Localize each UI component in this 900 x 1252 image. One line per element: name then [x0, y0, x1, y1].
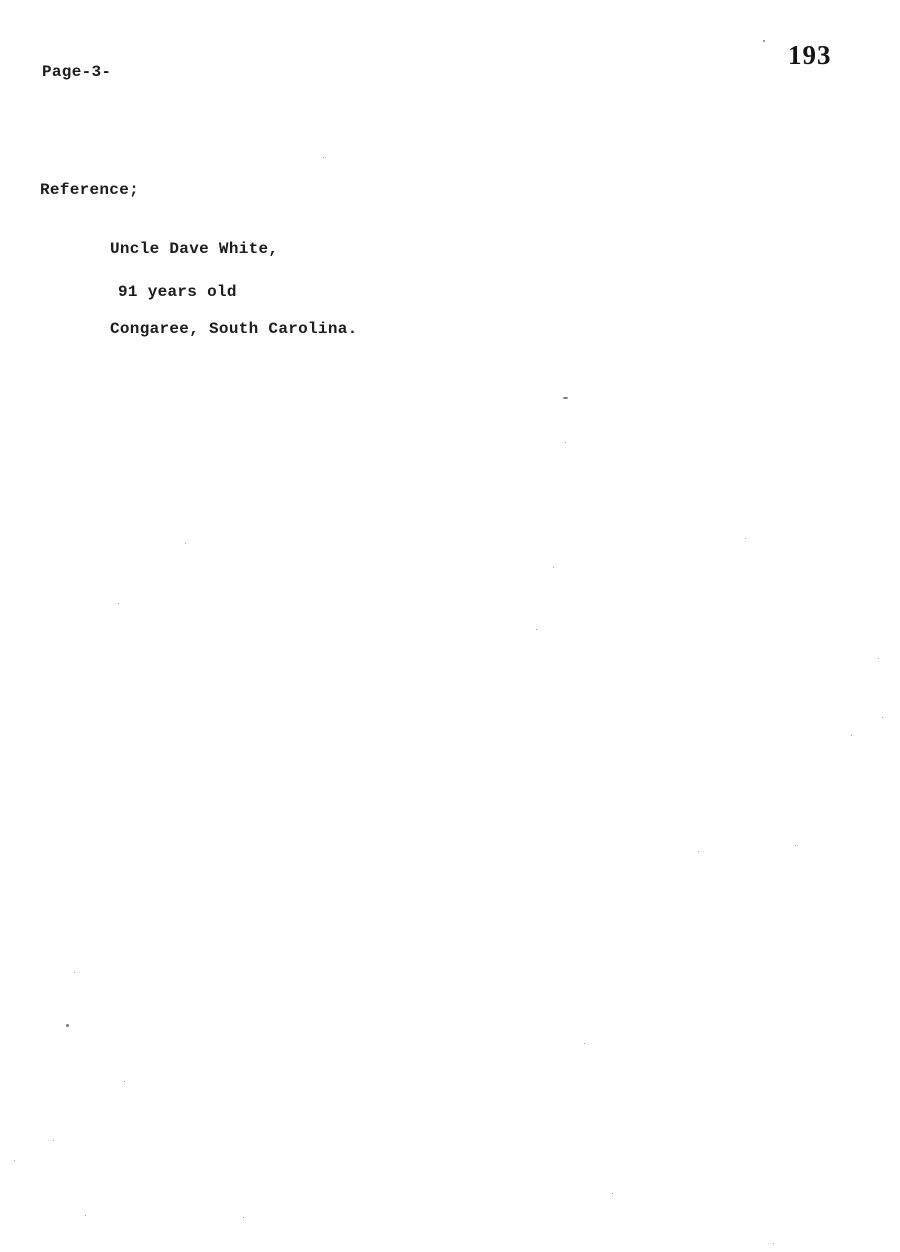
scan-speck [553, 567, 554, 568]
reference-location: Congaree, South Carolina. [110, 320, 358, 338]
reference-name: Uncle Dave White, [110, 240, 279, 258]
page-label: Page-3- [42, 63, 112, 81]
scan-speck [612, 1193, 613, 1194]
scan-speck [882, 717, 883, 718]
scan-speck [536, 629, 537, 630]
scan-speck [118, 603, 119, 604]
scan-speck [243, 1217, 244, 1218]
scan-speck [584, 1043, 585, 1044]
reference-heading: Reference; [40, 181, 140, 199]
scan-speck [85, 1215, 86, 1216]
scan-speck [745, 538, 746, 539]
reference-age: 91 years old [118, 283, 237, 301]
scan-speck [66, 1024, 69, 1027]
scan-speck [14, 1160, 15, 1161]
scan-speck [53, 1140, 54, 1141]
stamped-page-number: 193 [788, 40, 832, 70]
scan-speck [185, 543, 186, 544]
scan-speck [773, 1243, 774, 1244]
scan-speck [698, 851, 699, 852]
scan-speck [323, 157, 324, 158]
scan-speck [563, 397, 568, 399]
scan-speck [795, 845, 796, 846]
scan-speck [851, 735, 852, 736]
scan-speck [878, 658, 879, 659]
scan-speck [763, 40, 765, 42]
scan-speck [74, 972, 75, 973]
scan-speck [124, 1081, 125, 1082]
scan-speck [565, 442, 566, 443]
